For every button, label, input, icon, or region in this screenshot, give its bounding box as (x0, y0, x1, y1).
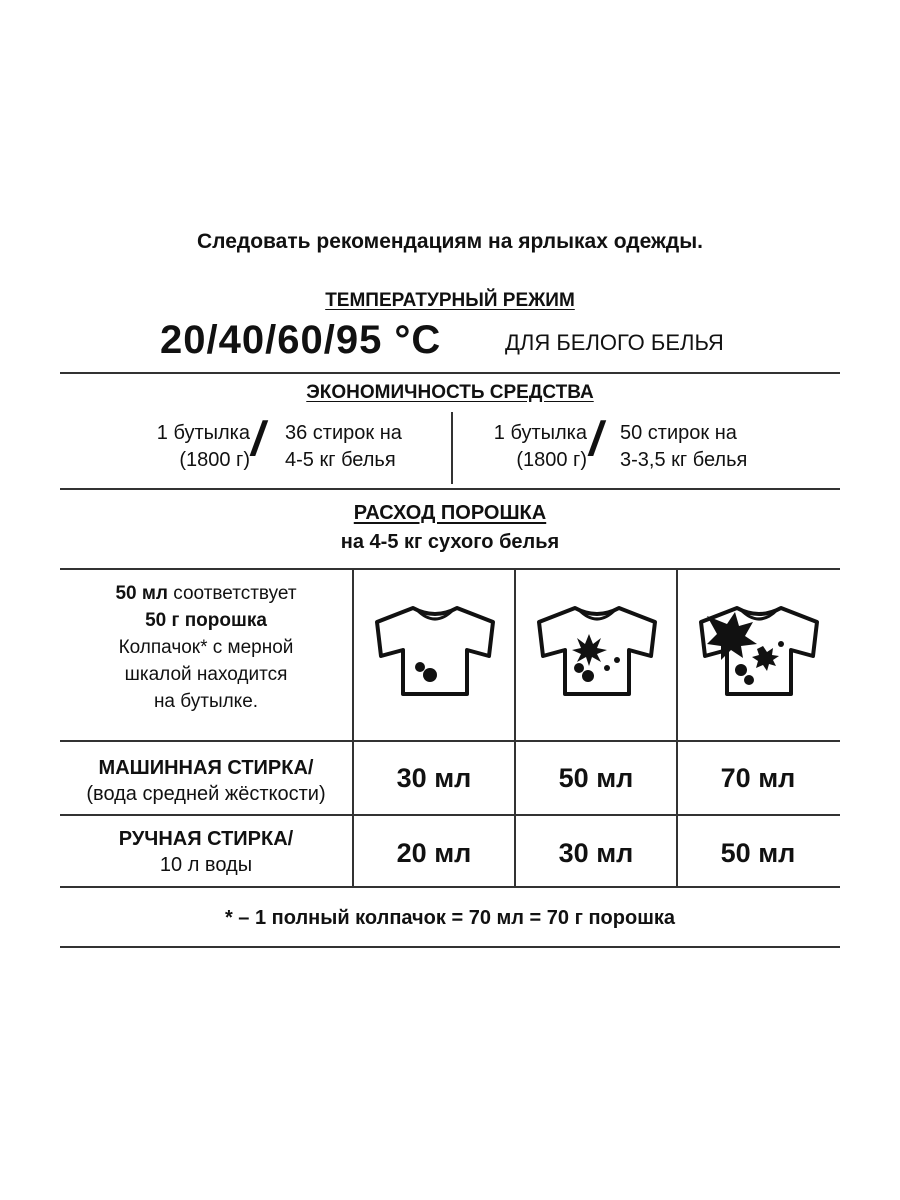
machine-wash-heavy-value: 70 мл (720, 763, 796, 793)
intro-text: Следовать рекомендациям на ярлыках одежды. (196, 230, 704, 253)
dose-note-line1 (60, 580, 352, 607)
light-soil-shirt-icon (373, 604, 497, 698)
economy-left-bottle-line2: (1800 г) (179, 449, 250, 471)
dose-powder: 50 г порошка (145, 610, 267, 631)
table-row-divider (60, 740, 840, 742)
table-bottom-border (60, 886, 840, 888)
divider (60, 946, 840, 948)
economy-left-bottle (100, 420, 250, 474)
usage-heading: РАСХОД ПОРОШКА (353, 502, 547, 524)
dose-note-cap-line1: Колпачок* с мерной (118, 637, 294, 658)
hand-wash-heavy-value: 50 мл (720, 838, 796, 868)
machine-wash-light-value: 30 мл (396, 763, 472, 793)
economy-left-washes (285, 420, 455, 474)
dose-note (60, 580, 352, 715)
economy-heading: ЭКОНОМИЧНОСТЬ СРЕДСТВА (306, 382, 594, 403)
economy-right-bottle-line1: 1 бутылка (493, 422, 587, 444)
economy-right-bottle-line2: (1800 г) (516, 449, 587, 471)
machine-wash-medium-value: 50 мл (558, 763, 634, 793)
temperature-note: ДЛЯ БЕЛОГО БЕЛЬЯ (505, 330, 724, 355)
divider (60, 372, 840, 374)
economy-right-slash: / (585, 413, 609, 466)
divider (60, 488, 840, 490)
economy-right-washes (620, 420, 800, 474)
temperature-heading: ТЕМПЕРАТУРНЫЙ РЕЖИМ (325, 290, 575, 311)
row-label-hand-wash (60, 826, 352, 878)
footnote: * – 1 полный колпачок = 70 мл = 70 г порошка (224, 907, 676, 929)
medium-soil-shirt-icon (535, 604, 659, 698)
row-label-normal: 10 л воды (159, 854, 253, 876)
hand-wash-medium-value: 30 мл (558, 838, 634, 868)
usage-subheading: на 4-5 кг сухого белья (340, 531, 560, 553)
dose-note-line2 (60, 607, 352, 634)
row-label-normal: (вода средней жёсткости) (86, 783, 326, 805)
economy-left-washes-line1: 36 стирок на (285, 422, 402, 444)
temperature-value: 20/40/60/95 °C (160, 318, 442, 362)
economy-left-slash: / (247, 413, 271, 466)
dose-note-cap-line3: на бутылке. (153, 691, 259, 712)
dose-note-cap-line2: шкалой находится (124, 664, 288, 685)
dose-corresponds: соответствует (168, 583, 297, 604)
row-label-machine-wash (60, 755, 352, 807)
economy-right-bottle (440, 420, 587, 474)
table-row-divider (60, 814, 840, 816)
hand-wash-light-value: 20 мл (396, 838, 472, 868)
economy-right-washes-line2: 3-3,5 кг белья (620, 449, 748, 471)
row-label-bold: МАШИННАЯ СТИРКА/ (98, 757, 314, 779)
economy-right-washes-line1: 50 стирок на (620, 422, 737, 444)
economy-left-bottle-line1: 1 бутылка (156, 422, 250, 444)
row-label-bold: РУЧНАЯ СТИРКА/ (118, 828, 294, 850)
dose-amount: 50 мл (115, 583, 168, 604)
heavy-soil-shirt-icon (697, 604, 821, 698)
economy-left-washes-line2: 4-5 кг белья (285, 449, 396, 471)
table-top-border (60, 568, 840, 570)
